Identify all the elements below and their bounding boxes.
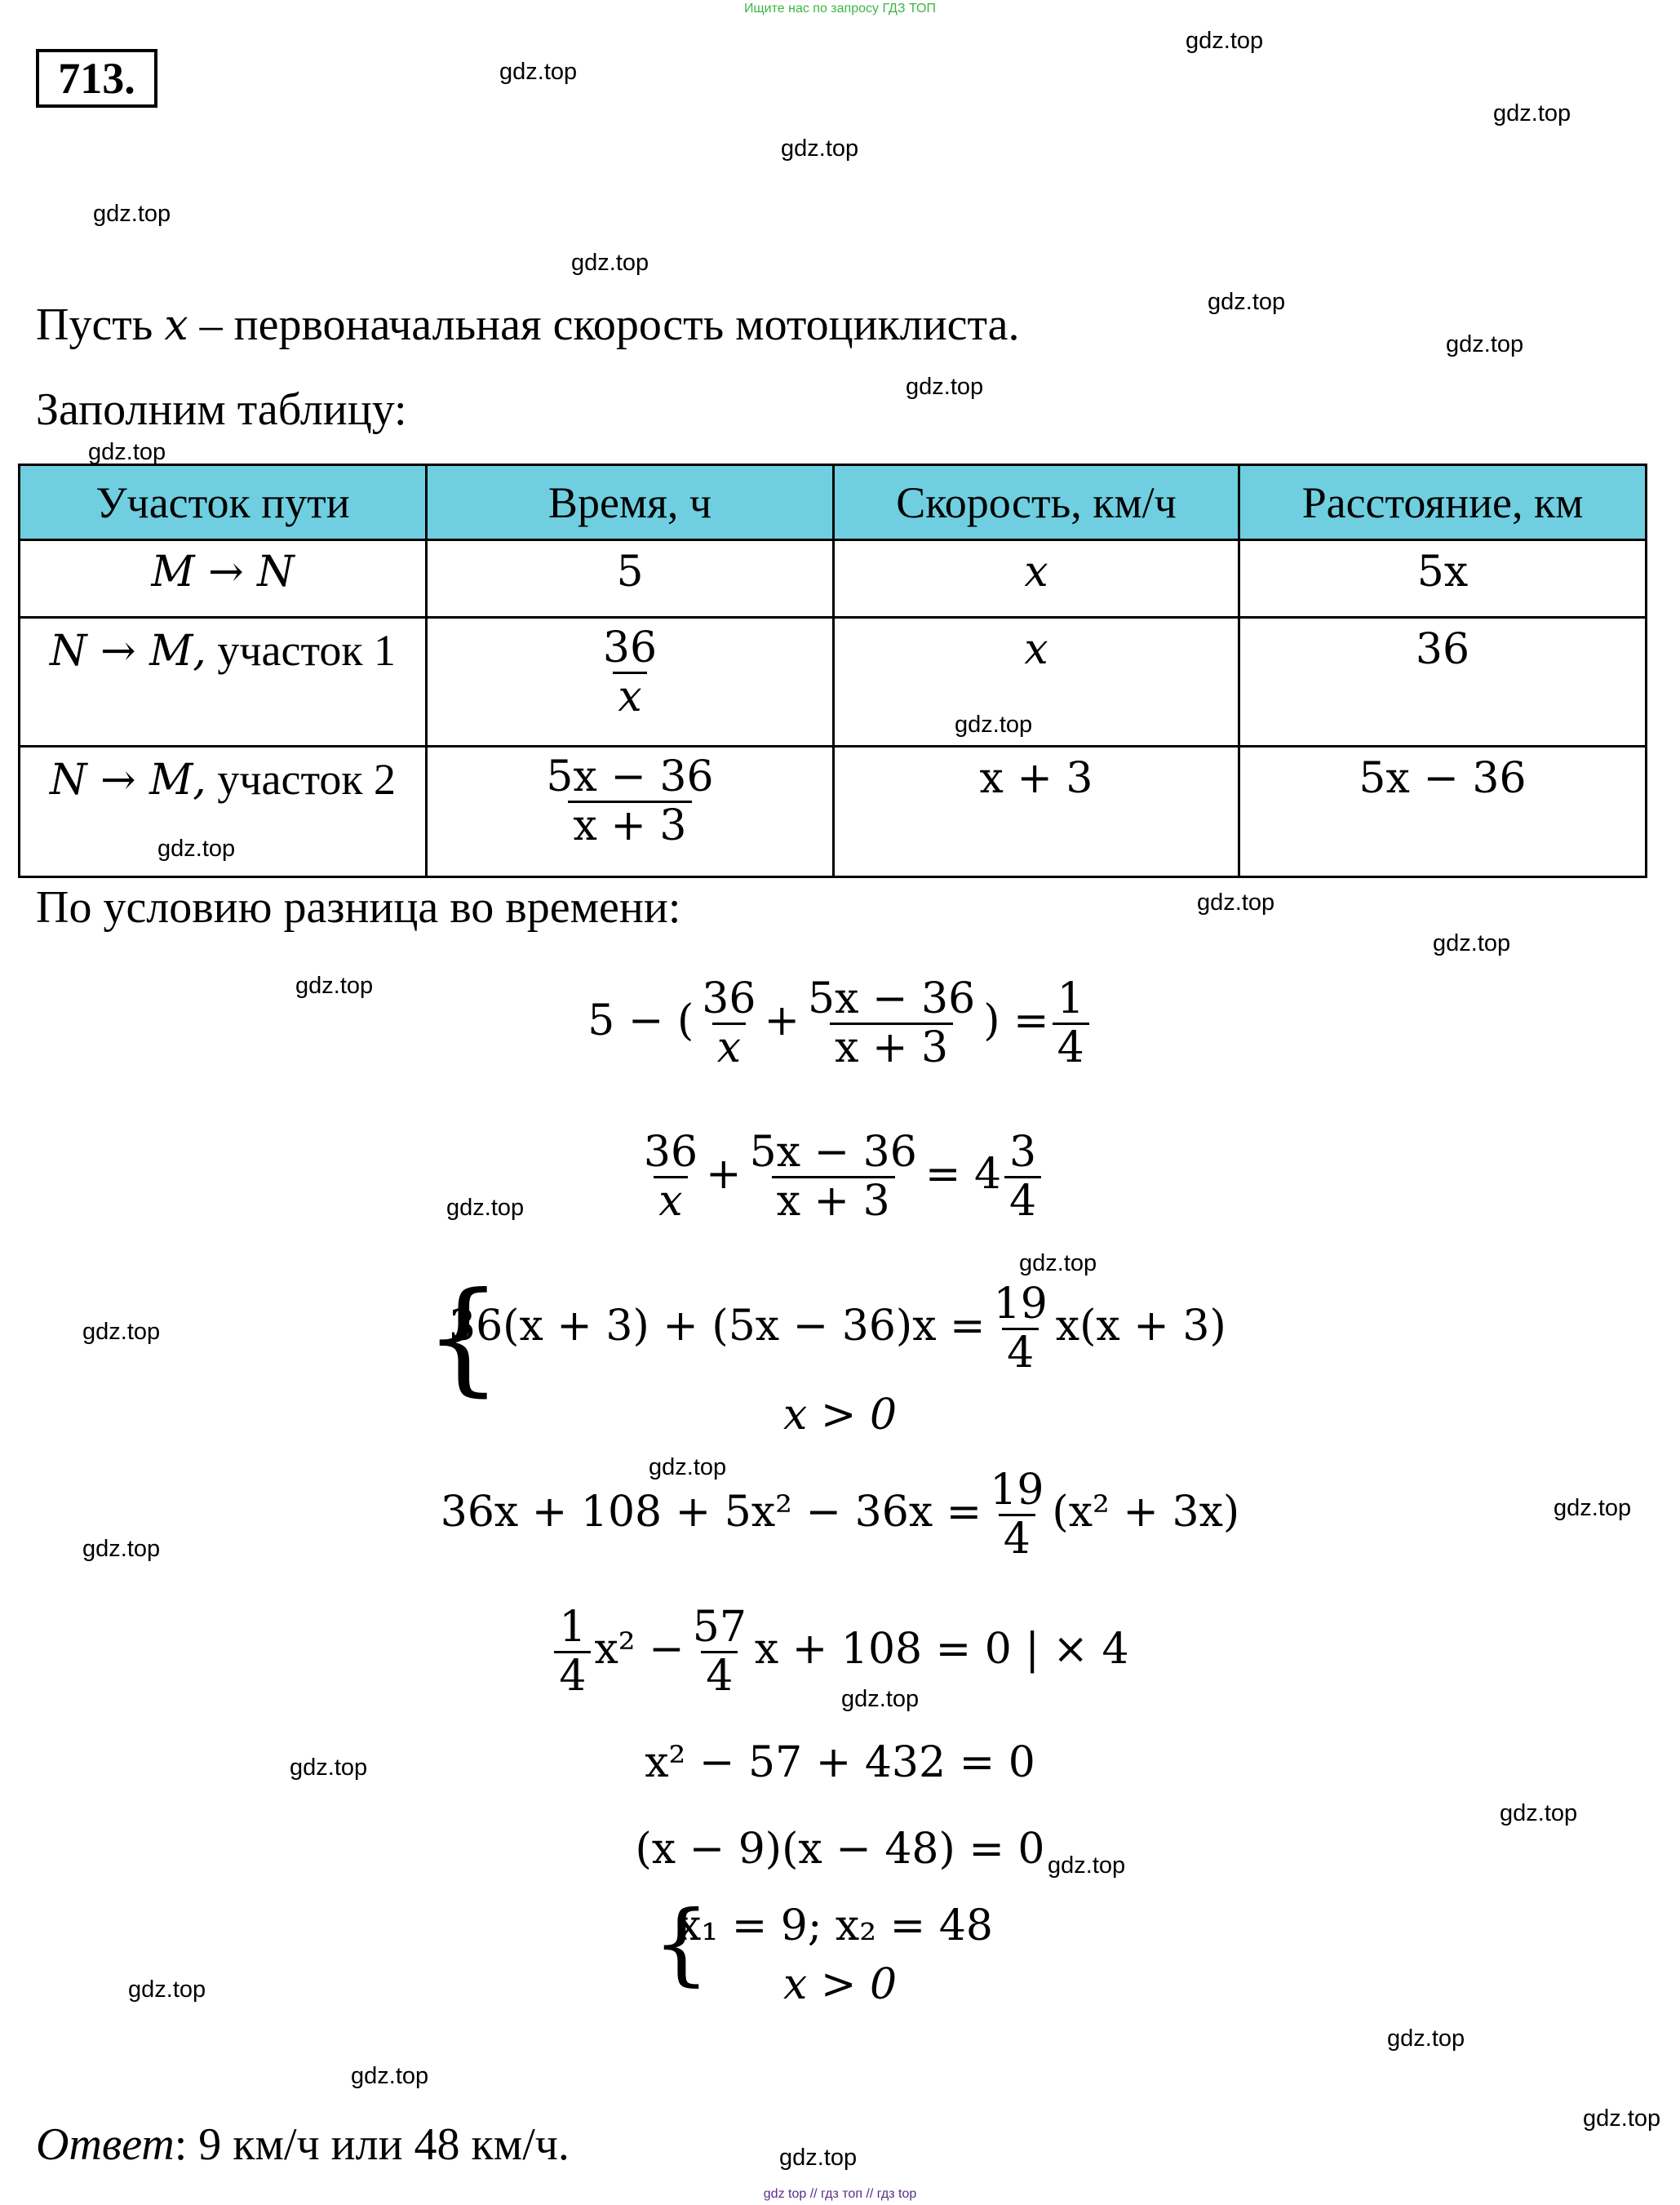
- watermark: gdz.top: [1500, 1800, 1578, 1826]
- watermark: gdz.top: [499, 59, 578, 85]
- table-cell: 5: [616, 548, 644, 597]
- equation-1: 5 − ( $\frac{36}{x}$ + $\frac{5x - 36}{x + 3}$ ) = $\frac{1}{4}$: [0, 976, 1680, 1071]
- table-cell: x + 3: [979, 754, 1093, 803]
- table-cell: $\frac{36}{x}$: [602, 623, 658, 722]
- data-table: [18, 464, 1647, 878]
- watermark: gdz.top: [649, 1454, 727, 1480]
- system-1-line-1: 36(x + 3) + (5x − 36)x = $\frac{19}{4}$ x(x + 3): [449, 1280, 1226, 1378]
- problem-number: 713.: [36, 49, 157, 108]
- watermark: gdz.top: [128, 1977, 206, 2003]
- watermark: gdz.top: [955, 712, 1033, 738]
- watermark: gdz.top: [351, 2063, 429, 2089]
- watermark: gdz.top: [906, 374, 984, 400]
- system-1-line-2: x > 0: [783, 1391, 898, 1440]
- bottom-banner-link[interactable]: gdz top // гдз топ // гдз top: [763, 2187, 917, 2201]
- table-header: Участок пути: [20, 465, 427, 540]
- system-2-line-2: x > 0: [783, 1960, 898, 2009]
- watermark: gdz.top: [82, 1319, 161, 1345]
- table-cell: x: [1024, 625, 1048, 674]
- table-cell: 5x: [1416, 548, 1469, 597]
- watermark: gdz.top: [1387, 2025, 1465, 2052]
- brace-icon: {: [424, 1267, 503, 1409]
- watermark: gdz.top: [1208, 289, 1286, 315]
- watermark: gdz.top: [290, 1755, 368, 1781]
- table-cell: N → M, участок 2: [49, 755, 397, 805]
- table-header-row: [20, 465, 1647, 540]
- watermark: gdz.top: [446, 1195, 525, 1221]
- system-2-line-1: x₁ = 9; x₂ = 48: [677, 1901, 993, 1950]
- watermark: gdz.top: [157, 836, 236, 862]
- watermark: gdz.top: [781, 135, 859, 162]
- table-cell: 5x − 36: [1359, 754, 1527, 803]
- equation-6: (x − 9)(x − 48) = 0: [635, 1825, 1045, 1874]
- watermark: gdz.top: [1433, 930, 1511, 956]
- equation-2: $\frac{36}{x}$ + $\frac{5x - 36}{x + 3}$ = 4 $\frac{3}{4}$: [0, 1129, 1680, 1225]
- watermark: gdz.top: [571, 250, 649, 276]
- watermark: gdz.top: [1197, 890, 1275, 916]
- equation-3: 36x + 108 + 5x² − 36x = $\frac{19}{4}$ (x² + 3x): [440, 1466, 1240, 1564]
- watermark: gdz.top: [1048, 1852, 1126, 1879]
- watermark: gdz.top: [82, 1536, 161, 1562]
- equation-5: x² − 57 + 432 = 0: [645, 1738, 1035, 1787]
- table-cell: M → N: [151, 548, 295, 597]
- brace-icon: {: [653, 1891, 710, 1995]
- watermark: gdz.top: [1554, 1495, 1632, 1521]
- watermark: gdz.top: [1446, 331, 1524, 357]
- watermark: gdz.top: [841, 1686, 920, 1712]
- table-row: [20, 747, 1647, 877]
- watermark: gdz.top: [1019, 1250, 1097, 1276]
- table-cell: 36: [1415, 625, 1470, 674]
- watermark: gdz.top: [1583, 2105, 1661, 2132]
- table-header: Расстояние, км: [1239, 465, 1647, 540]
- table-cell: N → M, участок 1: [49, 626, 397, 676]
- condition-text: По условию разница во времени:: [36, 882, 681, 933]
- intro-line-2: Заполним таблицу:: [36, 384, 407, 435]
- table-header: Время, ч: [427, 465, 834, 540]
- table-row: [20, 540, 1647, 618]
- watermark: gdz.top: [295, 973, 374, 999]
- watermark: gdz.top: [88, 439, 166, 465]
- watermark: gdz.top: [93, 201, 171, 227]
- watermark: gdz.top: [1493, 100, 1571, 126]
- equation-4: $\frac{1}{4}$ x² − $\frac{57}{4}$ x + 108 = 0 | × 4: [0, 1604, 1680, 1700]
- intro-line-1: Пусть x – первоначальная скорость мотоциклиста.: [36, 299, 1020, 350]
- table-cell: x: [1024, 548, 1048, 597]
- top-banner-link[interactable]: Ищите нас по запросу ГДЗ ТОП: [744, 2, 936, 16]
- table-cell: $\frac{5x - 36}{x + 3}$: [546, 752, 714, 851]
- watermark: gdz.top: [779, 2145, 858, 2171]
- watermark: gdz.top: [1186, 28, 1264, 54]
- answer: Ответ: 9 км/ч или 48 км/ч.: [36, 2119, 570, 2170]
- table-header: Скорость, км/ч: [834, 465, 1239, 540]
- table-row: [20, 618, 1647, 747]
